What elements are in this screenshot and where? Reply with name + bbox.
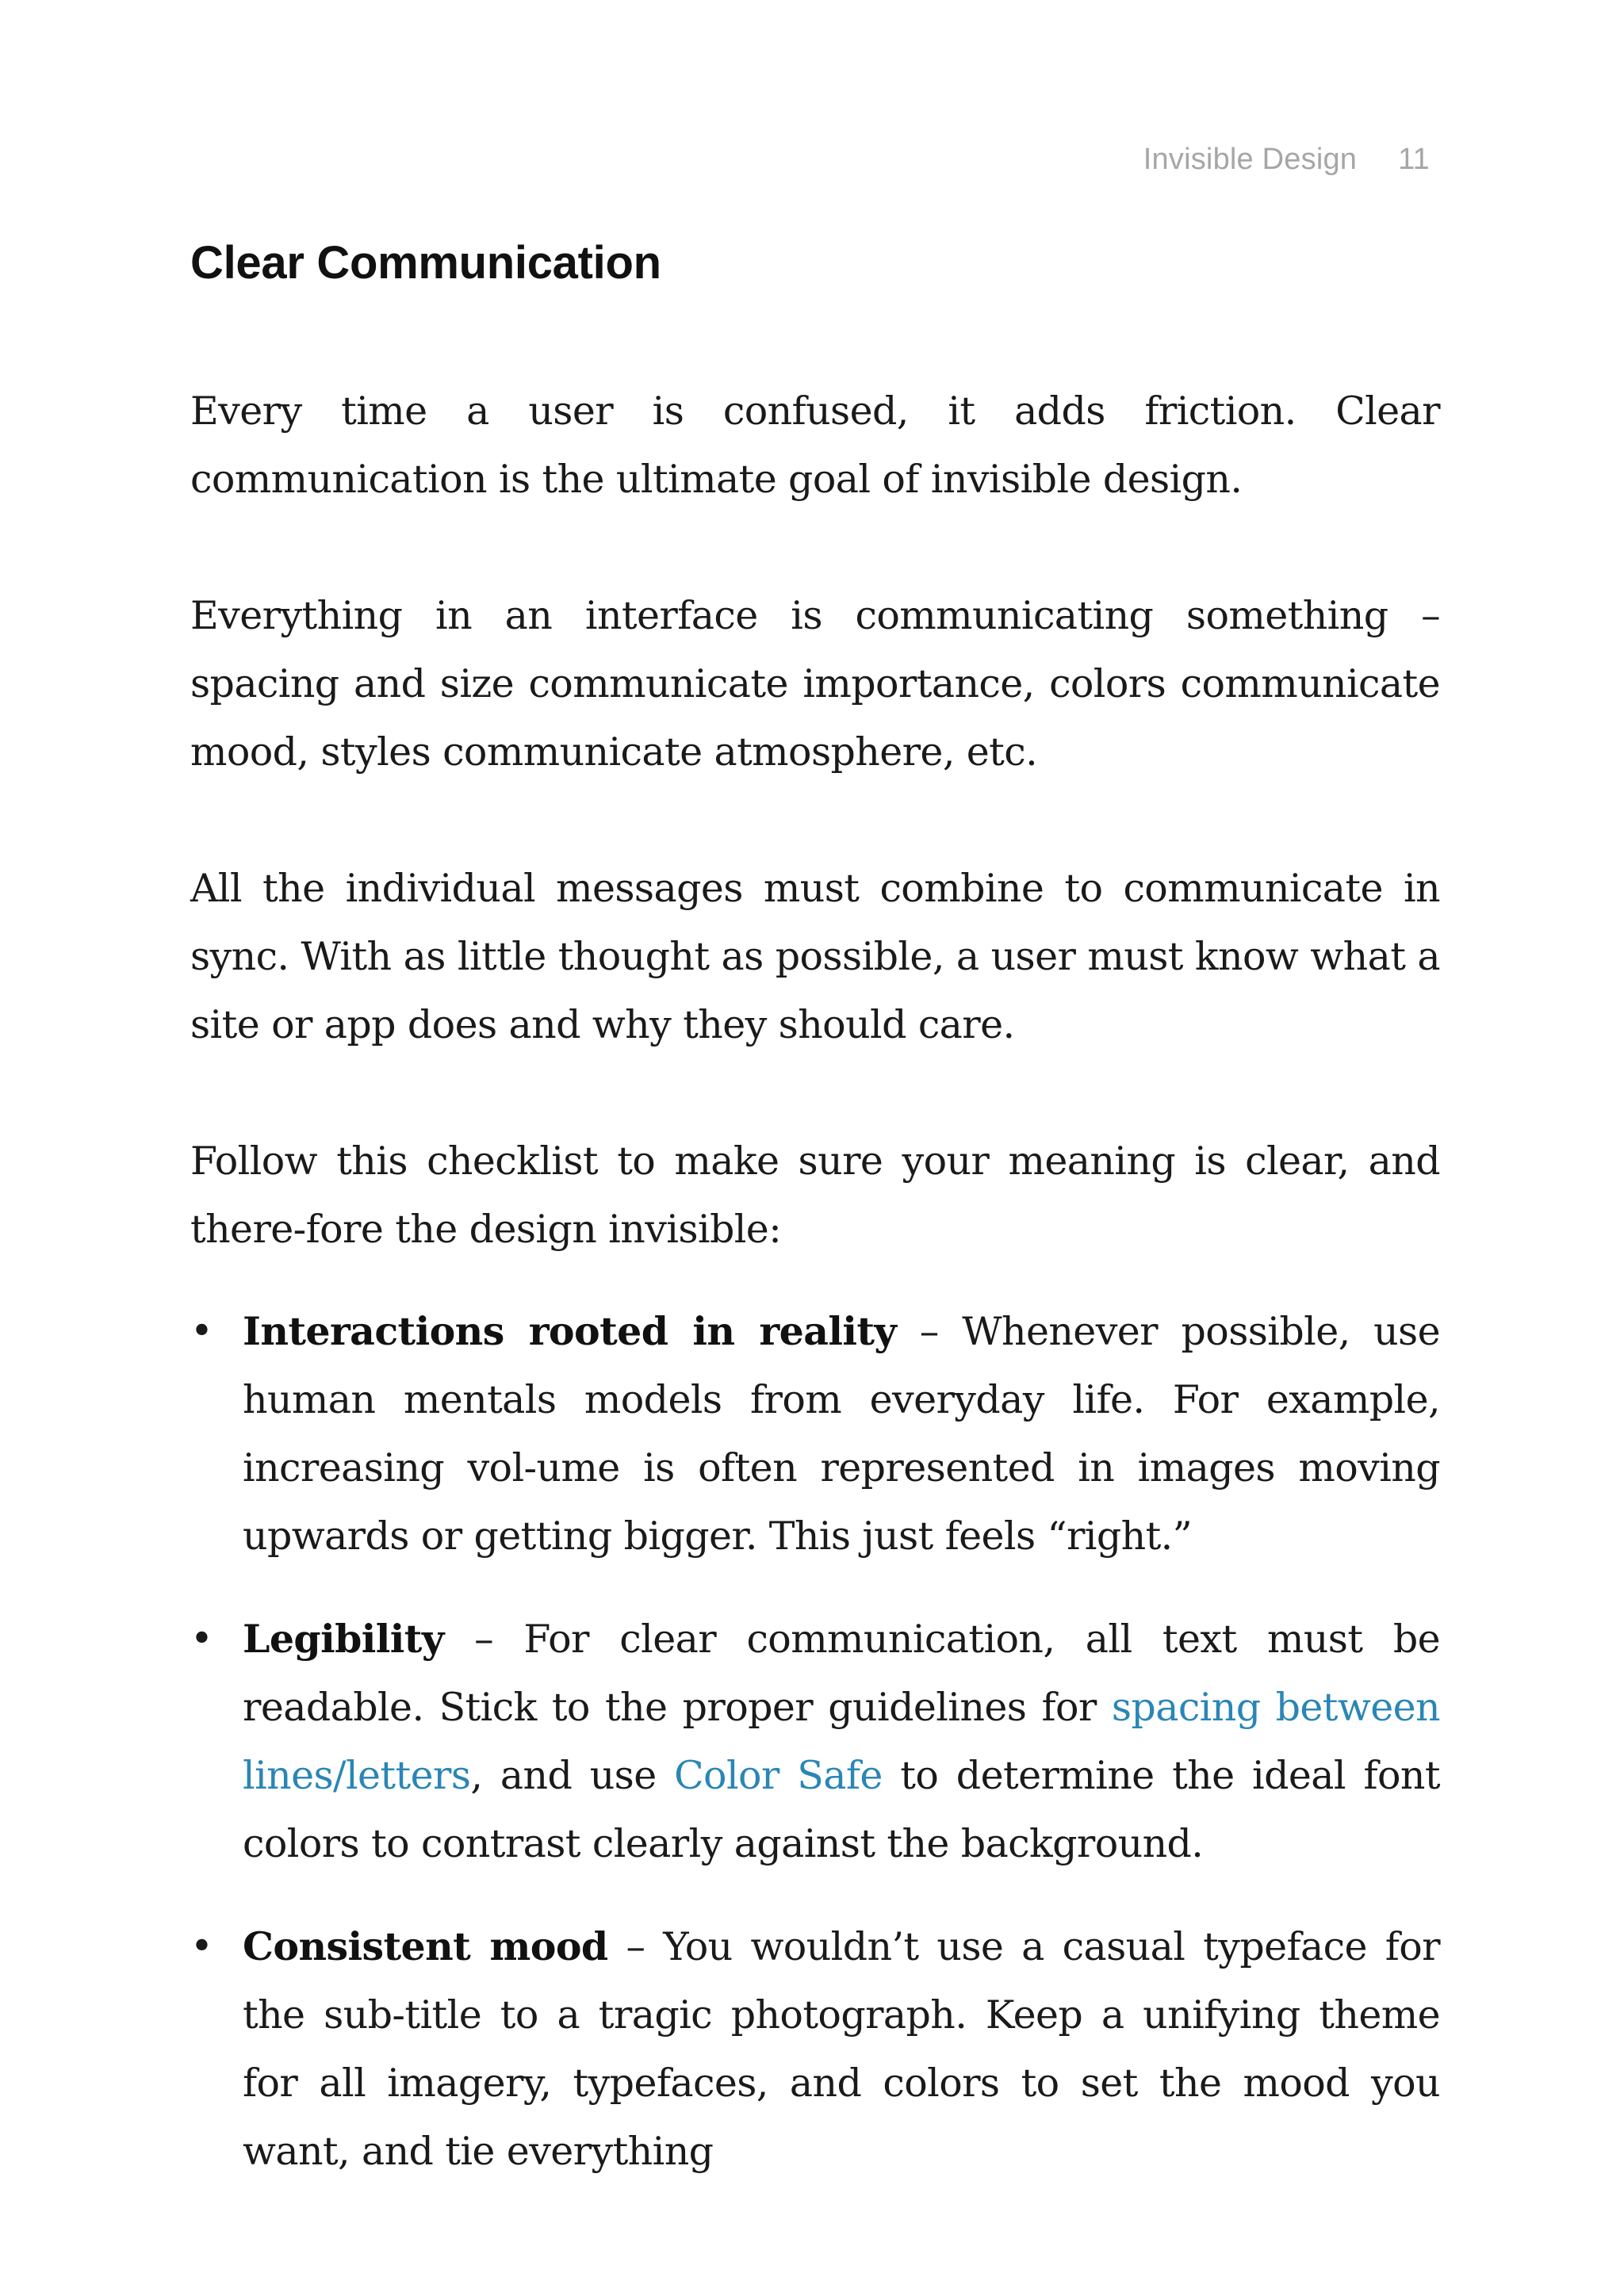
- checklist: [190, 1297, 1440, 2186]
- checklist-term: Consistent mood: [243, 1923, 608, 1969]
- checklist-text: – For clear communication, all text must be readable. Stick to the proper guidelines for: [243, 1617, 1440, 1730]
- checklist-item-legibility: [190, 1605, 1440, 1878]
- paragraph-messages-in-sync: All the individual messages must combine to communicate in sync. With as little thought as possible, a user must know what a site or app does and why they should care.: [190, 866, 1440, 1047]
- checklist-item-interactions: [190, 1297, 1440, 1571]
- paragraph-friction: Every time a user is confused, it adds friction. Clear communication is the ultimate goal of invisible design.: [190, 388, 1440, 502]
- page-content: [190, 232, 1440, 2220]
- bullet-icon: •: [190, 1308, 213, 1353]
- book-title: Invisible Design: [1143, 143, 1358, 176]
- section-title: Clear Communication: [190, 237, 661, 289]
- checklist-term: Legibility: [243, 1616, 444, 1662]
- paragraph-interface-communicating: Everything in an interface is communicating something – spacing and size communicate importance, colors communicate mood, styles communicate atmosphere, etc.: [190, 593, 1440, 775]
- paragraph-checklist-intro: Follow this checklist to make sure your meaning is clear, and there-fore the design invisible:: [190, 1138, 1440, 1252]
- bullet-icon: •: [190, 1923, 213, 1969]
- checklist-text: – You wouldn’t use a casual typeface for the sub-title to a tragic photograph. Keep a unifying theme for all imagery, typefaces, and colors to set the mood you want, and tie everything: [243, 1924, 1440, 2174]
- page-number: 11: [1398, 143, 1430, 176]
- checklist-text: to determine the ideal font colors to contrast clearly against the background.: [243, 1753, 1440, 1866]
- running-header: [1143, 143, 1430, 177]
- checklist-item-consistent-mood: [190, 1912, 1440, 2186]
- checklist-term: Interactions rooted in reality: [243, 1308, 897, 1354]
- color-safe-link[interactable]: Color Safe: [674, 1753, 883, 1798]
- bullet-icon: •: [190, 1616, 213, 1661]
- checklist-text: – Whenever possible, use human mentals models from everyday life. For example, increasing vol-ume is often represented in images moving upwards or getting bigger. This just feels “right.”: [243, 1309, 1440, 1559]
- checklist-text: , and use: [470, 1753, 675, 1798]
- spacing-guidelines-link[interactable]: spacing between lines/letters: [243, 1685, 1440, 1798]
